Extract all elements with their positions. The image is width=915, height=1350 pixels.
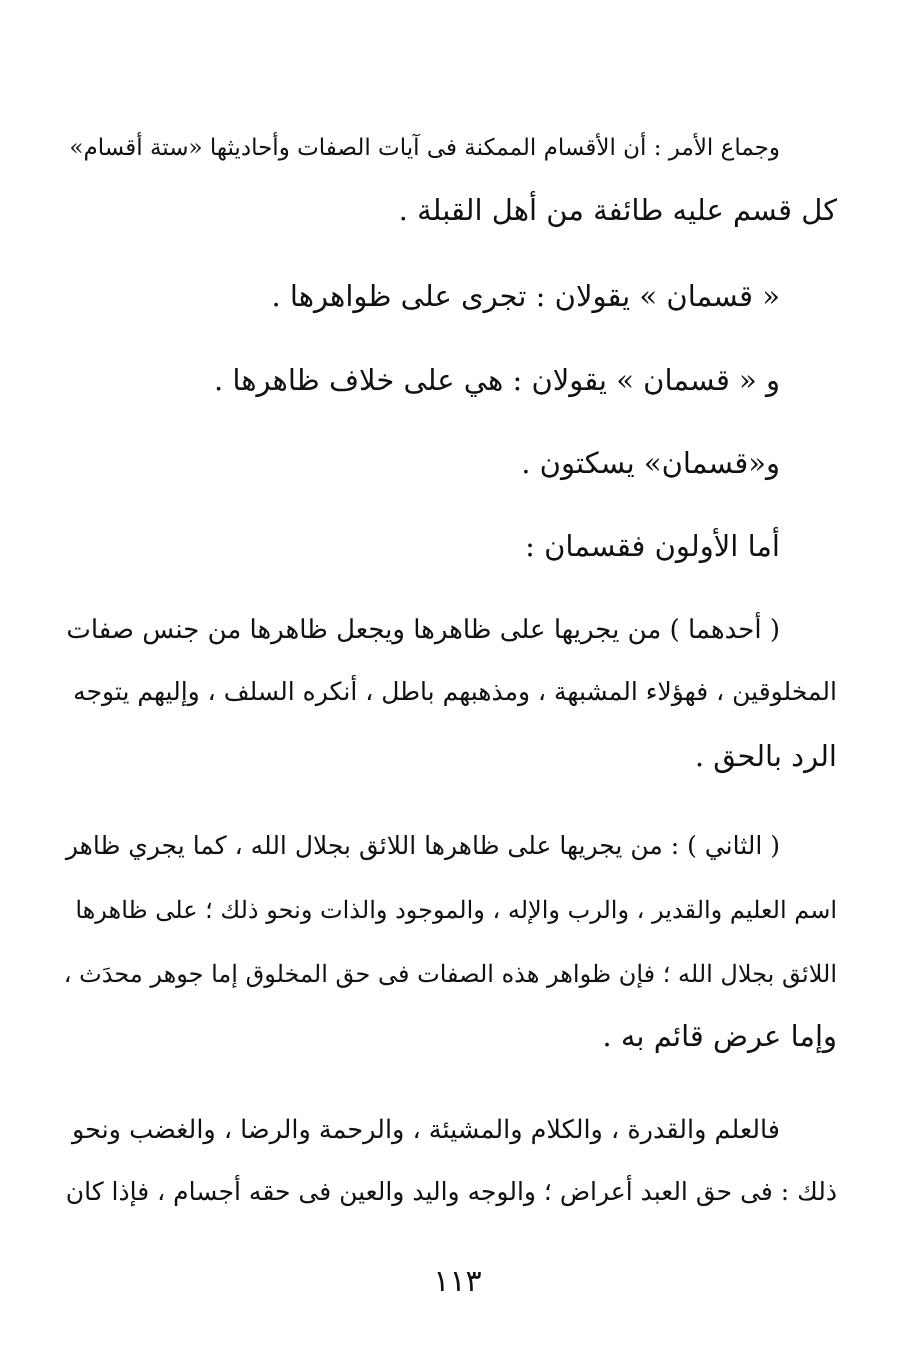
text-line: أما الأولون فقسمان : (525, 529, 780, 563)
text-line: المخلوقين ، فهؤلاء المشبهة ، ومذهبهم باطل ، أنكره السلف ، وإليهم يتوجه (73, 677, 837, 706)
text-line: اللائق بجلال الله ؛ فإن ظواهر هذه الصفات فى حق المخلوق إما جوهر محدَث ، (63, 960, 837, 988)
text-line: ( أحدهما ) من يجريها على ظاهرها ويجعل ظاهرها من جنس صفات (66, 615, 780, 645)
text-line: كل قسم عليه طائفة من أهل القبلة . (398, 193, 837, 227)
text-line: و«قسمان» يسكتون . (521, 446, 780, 480)
text-line: فالعلم والقدرة ، والكلام والمشيئة ، والرحمة والرضا ، والغضب ونحو (71, 1115, 780, 1145)
text-line: « قسمان » يقولان : تجرى على ظواهرها . (271, 279, 780, 313)
text-line: الرد بالحق . (694, 739, 837, 773)
text-line: ( الثاني ) : من يجريها على ظاهرها اللائق بجلال الله ، كما يجري ظاهر (65, 831, 780, 860)
text-line: وجماع الأمر : أن الأقسام الممكنة فى آيات الصفات وأحاديثها «ستة أقسام» (69, 135, 780, 161)
text-line: ذلك : فى حق العبد أعراض ؛ والوجه واليد والعين فى حقه أجسام ، فإذا كان (65, 1177, 837, 1206)
text-line: وإما عرض قائم به . (602, 1019, 837, 1053)
text-line: اسم العليم والقدير ، والرب والإله ، والموجود والذات ونحو ذلك ؛ على ظاهرها (75, 896, 837, 924)
page-number: ١١٣ (433, 1264, 482, 1299)
text-line: و « قسمان » يقولان : هي على خلاف ظاهرها . (213, 363, 780, 397)
